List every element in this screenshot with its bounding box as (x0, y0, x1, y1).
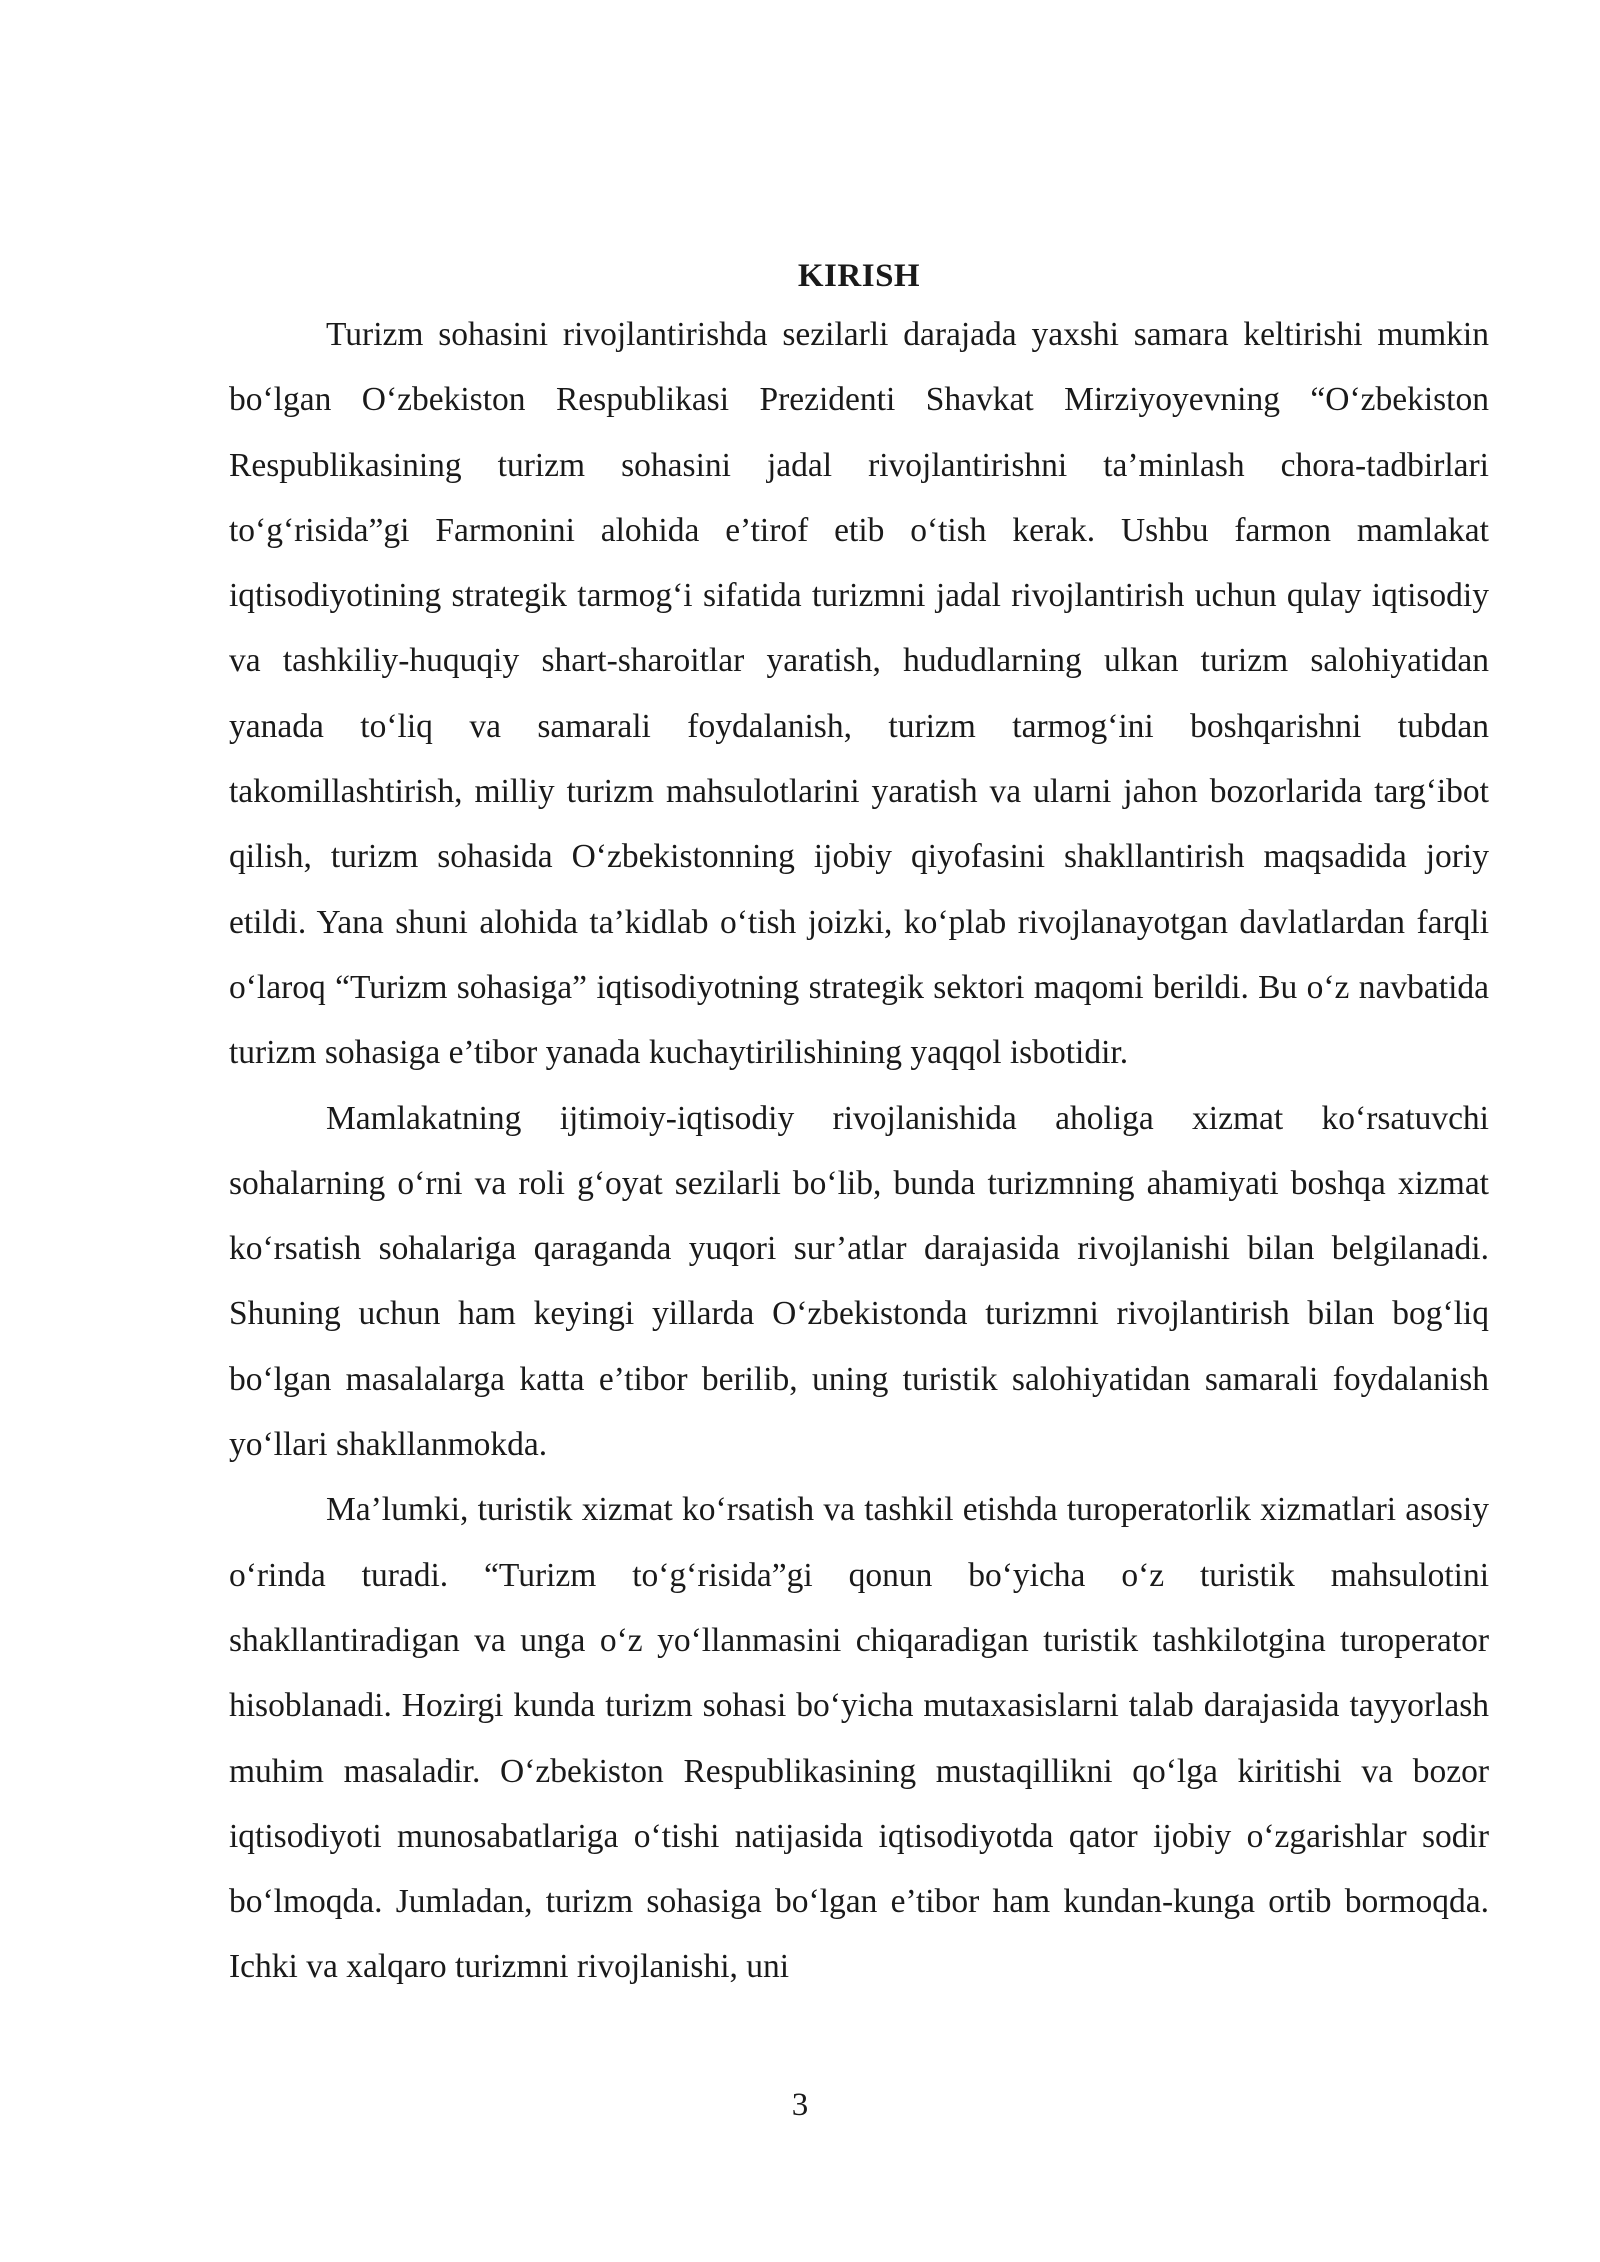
paragraph-3: Ma’lumki, turistik xizmat ko‘rsatish va tashkil etishda turoperatorlik xizmatlari asosiy o‘rinda turadi. “Turizm to‘g‘risida”gi qonun bo‘yicha o‘z turistik mahsulotini shakllantiradigan va unga o‘z yo‘llanmasini chiqaradigan turistik tashkilotgina turoperator hisoblanadi. Hozirgi kunda turizm sohasi bo‘yicha mutaxasislarni talab darajasida tayyorlash muhim masaladir. O‘zbekiston Respublikasining mustaqillikni qo‘lga kiritishi va bozor iqtisodiyoti munosabatlariga o‘tishi natijasida iqtisodiyotda qator ijobiy o‘zgarishlar sodir bo‘lmoqda. Jumladan, turizm sohasiga bo‘lgan e’tibor ham kundan-kunga ortib bormoqda. Ichki va xalqaro turizmni rivojlanishi, uni (229, 1491, 1489, 1986)
paragraph-1: Turizm sohasini rivojlantirishda sezilarli darajada yaxshi samara keltirishi mumkin bo‘lgan O‘zbekiston Respublikasi Prezidenti Shavkat Mirziyoyevning “O‘zbekiston Respublikasining turizm sohasini jadal rivojlantirishni ta’minlash chora-tadbirlari to‘g‘risida”gi Farmonini alohida e’tirof etib o‘tish kerak. Ushbu farmon mamlakat iqtisodiyotining strategik tarmog‘i sifatida turizmni jadal rivojlantirish uchun qulay iqtisodiy va tashkiliy-huquqiy shart-sharoitlar yaratish, hududlarning ulkan turizm salohiyatidan yanada to‘liq va samarali foydalanish, turizm tarmog‘ini boshqarishni tubdan takomillashtirish, milliy turizm mahsulotlarini yaratish va ularni jahon bozorlarida targ‘ibot qilish, turizm sohasida O‘zbekistonning ijobiy qiyofasini shakllantirish maqsadida joriy etildi. Yana shuni alohida ta’kidlab o‘tish joizki, ko‘plab rivojlanayotgan davlatlardan farqli o‘laroq “Turizm sohasiga” iqtisodiyotning strategik sektori maqomi berildi. Bu o‘z navbatida turizm sohasiga e’tibor yanada kuchaytirilishining yaqqol isbotidir. (229, 316, 1489, 1072)
section-title: KIRISH (797, 258, 921, 294)
paragraph-2: Mamlakatning ijtimoiy-iqtisodiy rivojlanishida aholiga xizmat ko‘rsatuvchi sohalarning o‘rni va roli g‘oyat sezilarli bo‘lib, bunda turizmning ahamiyati boshqa xizmat ko‘rsatish sohalariga qaraganda yuqori sur’atlar darajasida rivojlanishi bilan belgilanadi. Shuning uchun ham keyingi yillarda O‘zbekistonda turizmni rivojlantirish bilan bog‘liq bo‘lgan masalalarga katta e’tibor berilib, uning turistik salohiyatidan samarali foydalanish yo‘llari shakllanmokda. (229, 1099, 1489, 1464)
page-number: 3 (791, 2087, 809, 2123)
page-content (229, 250, 1489, 2000)
